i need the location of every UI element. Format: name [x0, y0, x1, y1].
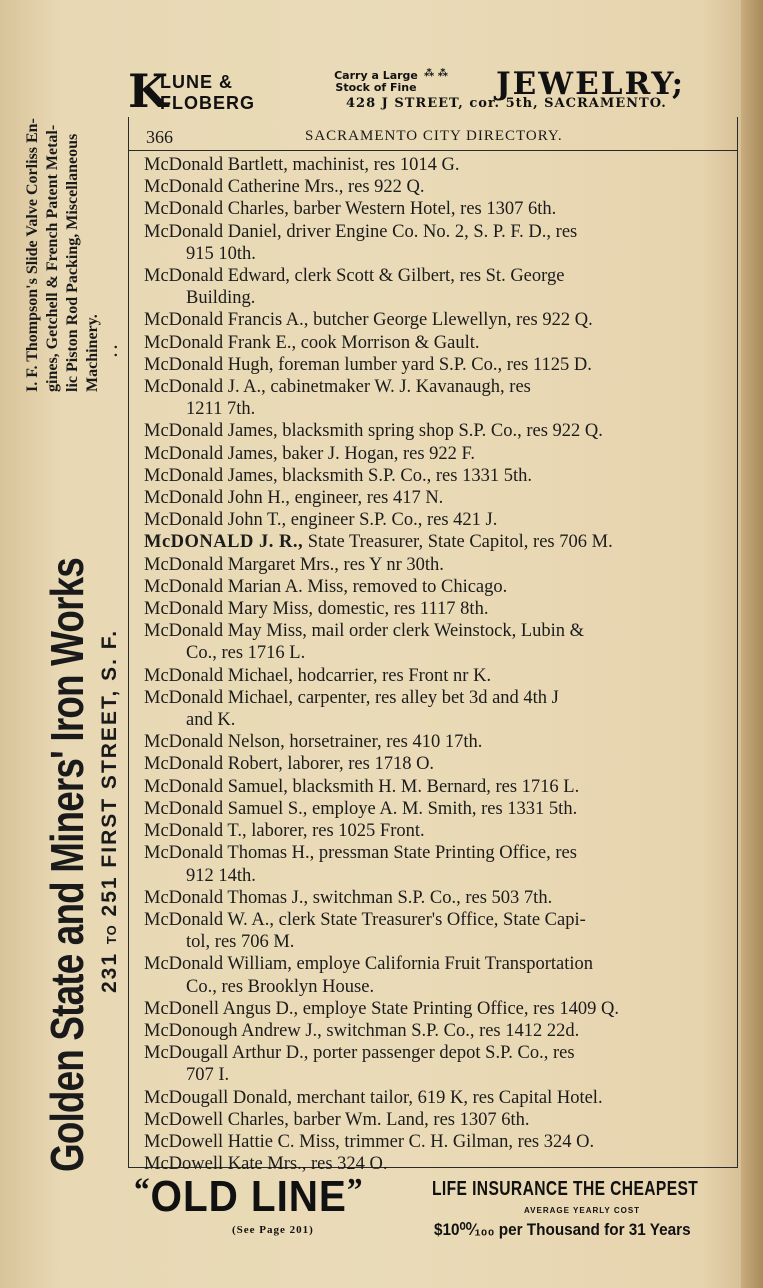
entry-continuation: 707 I.: [186, 1065, 230, 1086]
entry-text: merchant tailor, 619 K, res Capital Hotel.: [296, 1087, 603, 1108]
directory-entry: [144, 354, 738, 376]
entry-text: blacksmith spring shop S.P. Co., res 922 Q.: [282, 421, 603, 442]
entry-text: employe State Printing Office, res 1409 Q.: [302, 998, 619, 1019]
entry-name: McDonald Daniel,: [144, 221, 282, 242]
header-ad-jewelry: JEWELRY;: [496, 66, 686, 102]
entry-name: McDowell Kate Mrs.,: [144, 1154, 307, 1175]
header-ad-klune: LUNE &: [160, 72, 233, 92]
entry-text: driver Engine Co. No. 2, S. P. F. D., res: [286, 221, 578, 242]
entry-name: McDonald Michael,: [144, 665, 293, 686]
entry-name: McDonald James,: [144, 465, 278, 486]
footer-ad: [134, 1172, 734, 1247]
footer-ad-close-quote: ”: [346, 1172, 364, 1209]
entry-name: McDougall Donald,: [144, 1087, 292, 1108]
entry-text: butcher George Llewellyn, res 922 Q.: [313, 310, 593, 331]
entry-name: McDonald Michael,: [144, 687, 293, 708]
directory-entry: [144, 332, 738, 354]
entry-text: hodcarrier, res Front nr K.: [297, 665, 492, 686]
entry-name: McDonald Frank E.,: [144, 332, 297, 353]
directory-entry: [144, 487, 738, 509]
entry-name: McDonald Marian A. Miss,: [144, 576, 348, 597]
page-number: 366: [146, 127, 173, 147]
entry-text: cook Morrison & Gault.: [300, 332, 480, 353]
entry-text: cabinetmaker W. J. Kavanaugh, res: [270, 377, 531, 398]
directory-entry: [144, 798, 738, 820]
side-ad-address: [98, 629, 122, 993]
entry-name: McDonell Angus D.,: [144, 998, 299, 1019]
directory-entry: [144, 309, 738, 331]
entry-text: horsetrainer, res 410 17th.: [289, 732, 483, 753]
directory-entry: [144, 909, 738, 953]
entry-text: laborer, res 1718 O.: [287, 754, 435, 775]
thompson-line-3: lic Piston Rod Packing, Miscellaneous: [64, 133, 81, 392]
entry-continuation: and K.: [186, 710, 236, 731]
directory-entry: [144, 665, 738, 687]
entry-name: McDonald Hugh,: [144, 354, 274, 375]
header-ad-floberg: FLOBERG: [160, 93, 255, 113]
entry-continuation: Co., res 1716 L.: [186, 643, 306, 664]
header-ad-carry-line1: Carry a Large: [334, 69, 418, 82]
footer-ad-see-page: (See Page 201): [232, 1224, 314, 1236]
directory-entry: [144, 887, 738, 909]
side-ad-company: Golden State and Miners' Iron Works: [41, 558, 93, 1172]
entry-text: res 324 O.: [310, 1154, 388, 1175]
entry-name: McDonald James,: [144, 421, 278, 442]
footer-ad-price: $10⁰⁰⁄₁₀₀ per Thousand for 31 Years: [434, 1220, 691, 1239]
entry-continuation: 915 10th.: [186, 243, 256, 264]
entry-text: machinist, res 1014 G.: [292, 155, 460, 175]
entry-continuation: 1211 7th.: [186, 399, 256, 420]
directory-entry: [144, 443, 738, 465]
directory-entry: [144, 687, 738, 731]
directory-entry: [144, 731, 738, 753]
directory-entry: [144, 376, 738, 420]
entry-text: employe California Fruit Transportation: [296, 954, 594, 975]
thompson-line-5: . .: [104, 345, 121, 357]
directory-entry: [144, 576, 738, 598]
entry-text: barber Western Hotel, res 1307 6th.: [293, 199, 557, 220]
entry-text: pressman State Printing Office, res: [318, 843, 577, 864]
entry-name: McDonald Thomas H.,: [144, 843, 315, 864]
entry-name: McDowell Hattie C. Miss,: [144, 1131, 340, 1152]
entry-name: McDonald John T.,: [144, 510, 287, 531]
footer-ad-tagline: LIFE INSURANCE THE CHEAPEST: [432, 1178, 699, 1200]
entry-text: State Treasurer, State Capitol, res 706 M.: [307, 532, 613, 553]
entry-text: clerk State Treasurer's Office, State Capi-: [278, 909, 586, 930]
entry-text: baker J. Hogan, res 922 F.: [282, 443, 475, 464]
directory-entry: [144, 1109, 738, 1131]
directory-entry: [144, 465, 738, 487]
entry-continuation: 912 14th.: [186, 865, 256, 886]
entry-name: McDonald Catherine Mrs.,: [144, 177, 344, 198]
directory-entry: [144, 1042, 738, 1086]
entry-continuation: Co., res Brooklyn House.: [186, 976, 375, 997]
entry-name: McDonald T.,: [144, 821, 247, 842]
entry-name: McDonald Francis A.,: [144, 310, 309, 331]
entry-text: barber Wm. Land, res 1307 6th.: [293, 1109, 530, 1130]
entry-name: McDonald J. A.,: [144, 377, 266, 398]
entry-name: McDonald Edward,: [144, 266, 290, 287]
directory-entry: [144, 998, 738, 1020]
directory-entry: [144, 221, 738, 265]
entry-text: engineer S.P. Co., res 421 J.: [290, 510, 498, 531]
entry-text: employe A. M. Smith, res 1331 5th.: [312, 798, 578, 819]
directory-entry: [144, 1087, 738, 1109]
footer-ad-brand: [134, 1172, 363, 1222]
entry-text: foreman lumber yard S.P. Co., res 1125 D.: [278, 354, 592, 375]
entry-name: McDonald Samuel S.,: [144, 798, 308, 819]
header-rule: [128, 150, 738, 151]
entry-text: res 922 Q.: [347, 177, 425, 198]
book-spine-shadow: [741, 0, 763, 1288]
directory-entry: [144, 620, 738, 664]
entry-text: engineer, res 417 N.: [294, 488, 444, 509]
entry-text: removed to Chicago.: [352, 576, 508, 597]
entry-text: switchman S.P. Co., res 1412 22d.: [326, 1020, 580, 1041]
directory-entry: [144, 154, 738, 176]
directory-entry: [144, 509, 738, 531]
entry-name: McDonald Robert,: [144, 754, 283, 775]
directory-entry: [144, 1020, 738, 1042]
directory-entry: [144, 198, 738, 220]
header-ad: [128, 64, 758, 118]
directory-entry: [144, 265, 738, 309]
side-ad-address-to: TO: [104, 924, 119, 945]
entry-text: blacksmith S.P. Co., res 1331 5th.: [282, 465, 532, 486]
directory-entry: [144, 753, 738, 775]
footer-ad-open-quote: “: [134, 1172, 151, 1209]
entry-name: McDonald W. A.,: [144, 909, 275, 930]
entry-text: carpenter, res alley bet 3d and 4th J: [297, 687, 559, 708]
entry-text: porter passenger depot S.P. Co., res: [313, 1043, 575, 1064]
entry-name: McDonald William,: [144, 954, 292, 975]
directory-entry: [144, 776, 738, 798]
entry-name: McDonald Mary Miss,: [144, 599, 314, 620]
entry-name: McDowell Charles,: [144, 1109, 289, 1130]
directory-entry: [144, 1131, 738, 1153]
entry-text: laborer, res 1025 Front.: [251, 821, 425, 842]
header-ad-stars: ⁂ ⁂: [424, 68, 448, 79]
entry-name: McDonald Bartlett,: [144, 155, 288, 175]
thompson-line-1: I. F. Thompson's Slide Valve Corliss En-: [24, 118, 41, 392]
entry-name: McDonald Thomas J.,: [144, 887, 309, 908]
entry-text: trimmer C. H. Gilman, res 324 O.: [344, 1131, 595, 1152]
running-head: SACRAMENTO CITY DIRECTORY.: [305, 128, 563, 144]
entry-name: McDONALD J. R.,: [144, 532, 304, 553]
thompson-line-4: Machinery.: [84, 314, 101, 392]
entry-name: McDonough Andrew J.,: [144, 1020, 322, 1041]
entry-text: res Y nr 30th.: [343, 554, 444, 575]
entry-continuation: Building.: [186, 288, 256, 309]
entry-text: domestic, res 1117 8th.: [317, 599, 489, 620]
entry-text: switchman S.P. Co., res 503 7th.: [312, 887, 553, 908]
entry-name: McDonald John H.,: [144, 488, 290, 509]
directory-entry: [144, 531, 738, 553]
directory-entry: [144, 420, 738, 442]
entry-name: McDonald Samuel,: [144, 776, 288, 797]
entry-name: McDonald Charles,: [144, 199, 289, 220]
entry-name: McDonald May Miss,: [144, 621, 307, 642]
entry-name: McDonald Margaret Mrs.,: [144, 554, 339, 575]
header-ad-address: 428 J STREET, cor. 5th, SACRAMENTO.: [346, 96, 667, 111]
directory-entry: [144, 176, 738, 198]
footer-ad-avg-cost: AVERAGE YEARLY COST: [524, 1206, 641, 1215]
header-ad-big-k: K: [128, 64, 168, 118]
thompson-line-2: gines, Getchell & French Patent Metal-: [44, 124, 61, 392]
entry-name: McDonald James,: [144, 443, 278, 464]
entry-text: clerk Scott & Gilbert, res St. George: [294, 266, 565, 287]
entry-text: mail order clerk Weinstock, Lubin &: [311, 621, 585, 642]
directory-entry: [144, 554, 738, 576]
side-ad-address-rest: 251 FIRST STREET, S. F.: [98, 628, 121, 917]
footer-ad-brand-text: OLD LINE: [150, 1172, 347, 1221]
entry-text: blacksmith H. M. Bernard, res 1716 L.: [292, 776, 580, 797]
side-ad-address-from: 231: [98, 951, 121, 993]
entry-continuation: tol, res 706 M.: [186, 932, 295, 953]
entry-name: McDonald Nelson,: [144, 732, 285, 753]
directory-entries: [144, 154, 738, 1175]
header-ad-carry-line2: Stock of Fine: [335, 81, 417, 94]
directory-entry: [144, 598, 738, 620]
directory-entry: [144, 953, 738, 997]
directory-entry: [144, 842, 738, 886]
directory-entry: [144, 820, 738, 842]
entry-name: McDougall Arthur D.,: [144, 1043, 309, 1064]
